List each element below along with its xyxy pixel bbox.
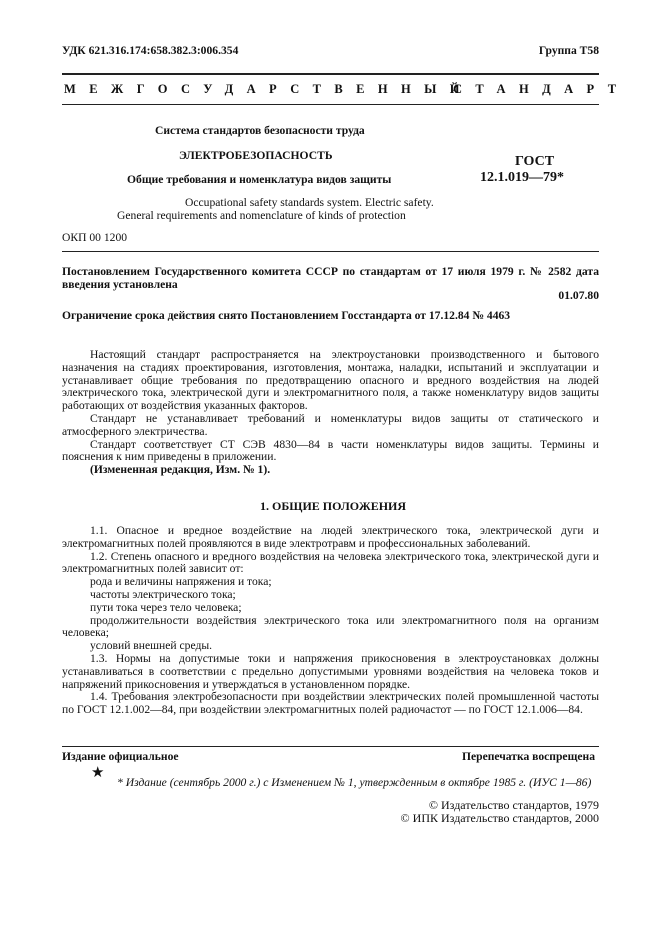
standard-name: ЭЛЕКТРОБЕЗОПАСНОСТЬ xyxy=(179,149,333,162)
intro-block xyxy=(62,349,599,477)
english-title-line-2: General requirements and nomenclature of kinds of protection xyxy=(117,209,406,222)
copyright-1979: © Издательство стандартов, 1979 xyxy=(428,798,599,812)
intro-paragraph-2: Стандарт не устанавливает требований и номенклатуры видов защиты от статического и атмосферного электричества. xyxy=(62,411,599,438)
gost-label: ГОСТ xyxy=(515,154,555,169)
list-item: продолжительности воздействия электрического тока или электромагнитного поля на организм человека; xyxy=(62,613,599,640)
footer-rule xyxy=(62,746,599,747)
amendment-note: (Измененная редакция, Изм. № 1). xyxy=(90,463,271,477)
copyright-2000: © ИПК Издательство стандартов, 2000 xyxy=(400,811,599,825)
official-edition: Издание официальное xyxy=(62,750,179,763)
list-item: частоты электрического тока; xyxy=(90,587,236,601)
top-rule xyxy=(62,73,599,75)
clause-1-1: 1.1. Опасное и вредное воздействие на людей электрического тока, электрической дуги и электромагнитных полей проявляются в виде электротравм и профессиональных заболеваний. xyxy=(62,524,599,550)
okp-code: ОКП 00 1200 xyxy=(62,231,128,244)
intro-paragraph-3: Стандарт соответствует СТ СЭВ 4830—84 в части номенклатуры видов защиты. Термины и пояснения к ним приведены в приложении. xyxy=(62,437,599,464)
edition-note: * Издание (сентябрь 2000 г.) с Изменением № 1, утвержденным в октябре 1985 г. (ИУС 1—86) xyxy=(117,776,592,789)
standard-subtitle: Общие требования и номенклатура видов защиты xyxy=(127,173,392,186)
banner-rule xyxy=(62,104,599,105)
group-code: Группа Т58 xyxy=(538,44,599,57)
banner-interstate: МЕЖГОСУДАРСТВЕННЫЙ xyxy=(64,82,473,96)
section-heading: 1. ОБЩИЕ ПОЛОЖЕНИЯ xyxy=(260,499,407,513)
decree-text: Постановлением Государственного комитета СССР по стандартам от 17 июля 1979 г. № 2582 дата введения установлена xyxy=(62,265,599,291)
english-title-line-1: Occupational safety standards system. Electric safety. xyxy=(185,196,434,209)
udk-code: УДК 621.316.174:658.382.3:006.354 xyxy=(62,44,239,57)
system-title: Система стандартов безопасности труда xyxy=(155,124,365,137)
list-item: пути тока через тело человека; xyxy=(90,600,242,614)
section-body xyxy=(62,525,599,717)
title-rule xyxy=(62,251,599,252)
banner-standard: СТАНДАРТ xyxy=(453,82,630,96)
gost-number: 12.1.019—79* xyxy=(480,170,564,185)
intro-paragraph-1: Настоящий стандарт распространяется на электроустановки производственного и бытового назначения на стадиях проектирования, изготовления, монтажа, наладки, испытаний и эксплуатации и устанавливает общие требования по предотвращению опасного и вредного воздействия на людей электрического тока, электрической дуги и электромагнитного поля, а также номенклатуру видов защиты работающих от воздействия указанных факторов. xyxy=(62,348,599,413)
clause-1-2: 1.2. Степень опасного и вредного воздействия на человека электрического тока, электрической дуги и электромагнитных полей зависит от: xyxy=(62,549,599,576)
star-icon: ★ xyxy=(91,765,105,781)
list-item: условий внешней среды. xyxy=(90,639,213,653)
reprint-prohibited: Перепечатка воспрещена xyxy=(461,750,595,763)
list-item: рода и величины напряжения и тока; xyxy=(90,575,272,589)
clause-1-4: 1.4. Требования электробезопасности при воздействии электрических полей промышленной частоты по ГОСТ 12.1.002—84, при воздействии электромагнитных полей радиочастот — по ГОСТ 12.1.006—84. xyxy=(62,690,599,717)
limitation-note: Ограничение срока действия снято Постановлением Госстандарта от 17.12.84 № 4463 xyxy=(62,309,511,322)
effective-date: 01.07.80 xyxy=(558,289,599,302)
clause-1-3: 1.3. Нормы на допустимые токи и напряжения прикосновения в электроустановках должны устанавливаться в соответствии с предельно допустимыми уровнями воздействия на человека токов и напряжений прикосновения и утверждаться в установленном порядке. xyxy=(62,651,599,691)
